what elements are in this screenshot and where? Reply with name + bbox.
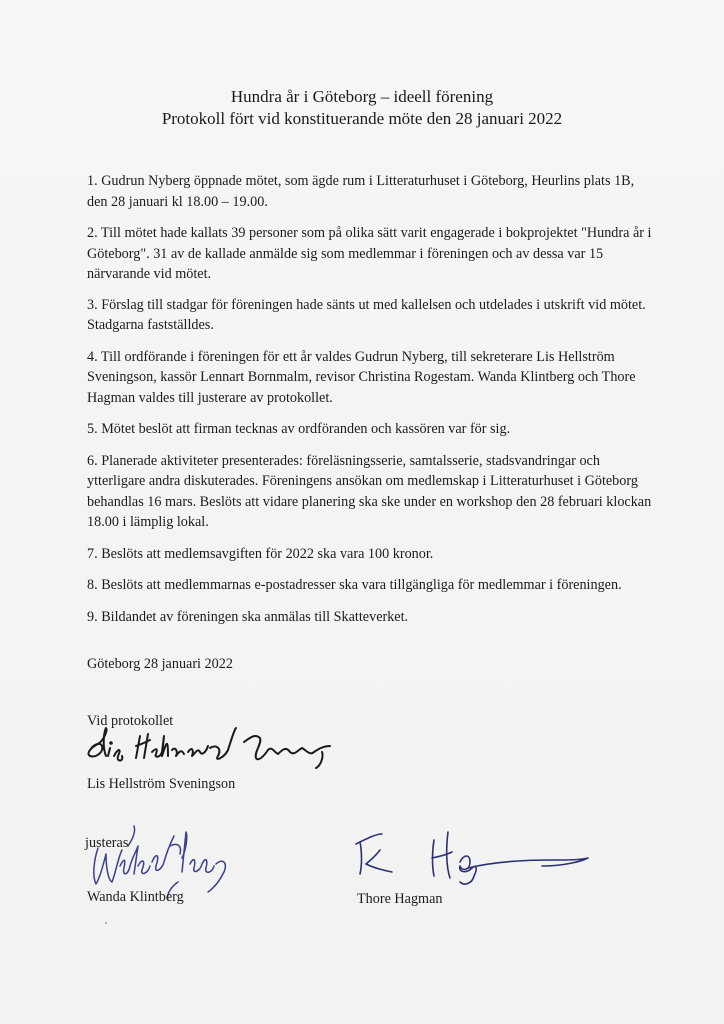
- minutes-item-7: 7. Beslöts att medlemsavgiften för 2022 ska vara 100 kronor.: [87, 545, 434, 562]
- minutes-item-8: 8. Beslöts att medlemmarnas e-postadresser ska vara tillgängliga för medlemmar i föreningen.: [87, 577, 622, 593]
- adjuster-2-signature: [352, 822, 602, 894]
- minutes-item-5: 5. Mötet beslöt att firman tecknas av ordföranden och kassören var för sig.: [87, 421, 511, 437]
- place-and-date: Göteborg 28 januari 2022: [87, 656, 233, 672]
- secretary-name: Lis Hellström Sveningson: [87, 776, 236, 792]
- minutes-item-1: 1. Gudrun Nyberg öppnade mötet, som ägde rum i Litteraturhuset i Göteborg, Heurlins plats 1B, den 28 januari kl 18.00 – 19.00.: [87, 173, 635, 210]
- minutes-body: [87, 171, 657, 638]
- adjuster-2-name: Thore Hagman: [357, 891, 443, 907]
- minutes-item-4: 4. Till ordförande i föreningen för ett år valdes Gudrun Nyberg, till sekreterare Lis Hellström Sveningson, kassör Lennart Bornmalm, revisor Christina Rogestam. Wanda Klintberg och Thore Hagman valdes till justerare av protokollet.: [87, 348, 636, 406]
- minutes-item-6: 6. Planerade aktiviteter presenterades: föreläsningsserie, samtalsserie, stadsvandringar och ytterligare andra diskuterades. Föreningens ansökan om medlemskap i Litteraturhuset i Göteborg behandlas 16 mars. Beslöts att vidare planering ska ske under en workshop den 28 februari klockan 18.00 i lämplig lokal.: [87, 452, 652, 530]
- minutes-item-2: 2. Till mötet hade kallats 39 personer som på olika sätt varit engagerade i bokprojektet "Hundra år i Göteborg". 31 av de kallade anmälde sig som medlemmar i föreningen och av dessa var 15 närvarande vid mötet.: [87, 225, 652, 282]
- secretary-signature: [84, 722, 354, 774]
- document-title: Hundra år i Göteborg – ideell förening: [230, 87, 494, 106]
- secretary-caption: Vid protokollet: [87, 713, 174, 729]
- minutes-item-3: 3. Förslag till stadgar för föreningen hade sänts ut med kallelsen och utdelades i utskrift vid mötet. Stadgarna fastställdes.: [87, 296, 646, 333]
- document-header: [0, 86, 724, 130]
- minutes-item-9: 9. Bildandet av föreningen ska anmälas till Skatteverket.: [87, 608, 409, 625]
- document-subtitle: Protokoll fört vid konstituerande möte den 28 januari 2022: [161, 109, 563, 128]
- adjuster-caption: justeras: [85, 835, 129, 851]
- adjuster-1-name: Wanda Klintberg: [87, 889, 184, 905]
- paper-speck: [105, 922, 107, 924]
